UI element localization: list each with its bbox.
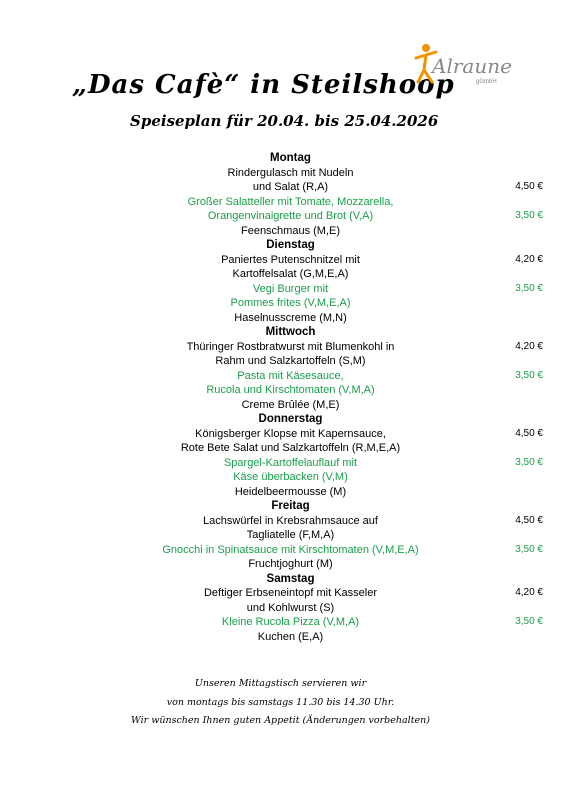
menu-item-line [0,630,561,645]
menu-line-text: Orangenvinaigrette und Brot (V,A) [207,210,374,222]
footer-line-2: von montags bis samstags 11.30 bis 14.30 Uhr. [166,697,395,708]
logo-subtext: gGmbH [476,79,497,85]
menu-price: 3,50 € [515,616,543,627]
menu-line-text: Freitag [271,500,310,512]
menu-item-line [0,441,561,456]
menu-line-text: Rucola und Kirschtomaten (V,M,A) [206,384,375,396]
menu-item-line [0,528,561,543]
menu-line-text: Feenschmaus (M,E) [240,224,341,237]
menu-item-line [0,354,561,369]
menu-line-text: Pommes frites (V,M,E,A) [230,297,351,309]
logo-wordmark: Alraune [432,54,512,78]
menu-day-heading [0,238,561,253]
menu-item-line [0,615,561,630]
menu-item-line [0,601,561,616]
menu-item-line [0,369,561,384]
menu-item-line [0,586,561,601]
menu-line-text: Kuchen (E,A) [257,630,324,643]
menu-item-line [0,180,561,195]
menu-line-text: und Salat (R,A) [252,181,329,193]
footer-line-3: Wir wünschen Ihnen guten Appetit (Änderungen vorbehalten) [131,715,430,726]
menu-price: 3,50 € [515,210,543,221]
menu-line-text: Gnocchi in Spinatsauce mit Kirschtomaten (V,M,E,A) [162,543,419,556]
menu-item-line [0,557,561,572]
menu-item-line [0,311,561,326]
menu-item-line [0,383,561,398]
menu-line-text: Mittwoch [265,326,316,338]
menu-item-line [0,267,561,282]
menu-day-heading [0,151,561,166]
menu-date-range: Speiseplan für 20.04. bis 25.04.2026 [130,112,439,130]
menu-item-line [0,470,561,485]
menu-price: 4,50 € [515,181,543,192]
menu-line-text: Spargel-Kartoffelauflauf mit [223,456,358,469]
menu-line-text: Vegi Burger mit [252,282,329,295]
menu-price: 4,50 € [515,427,543,439]
menu-line-text: Samstag [266,572,315,585]
menu-item-line [0,543,561,558]
menu-item-line [0,195,561,210]
menu-line-text: und Kohlwurst (S) [246,601,335,614]
menu-line-text: Heidelbeermousse (M) [234,485,347,498]
menu-item-line [0,340,561,355]
menu-line-text: Lachswürfel in Krebsrahmsauce auf [203,514,378,527]
menu-list [0,151,561,644]
menu-day-heading [0,412,561,427]
page-title: „Das Cafè“ in Steilshoop [72,70,455,100]
menu-item-line [0,253,561,268]
menu-price: 3,50 € [515,543,543,555]
menu-price: 4,20 € [515,587,543,598]
menu-line-text: Haselnusscreme (M,N) [234,311,347,324]
menu-price: 4,20 € [515,253,543,265]
menu-item-line [0,427,561,442]
menu-day-heading [0,499,561,514]
menu-line-text: Kartoffelsalat (G,M,E,A) [232,268,349,280]
menu-price: 3,50 € [515,282,543,294]
menu-line-text: Käse überbacken (V,M) [233,471,348,483]
menu-line-text: Thüringer Rostbratwurst mit Blumenkohl in [186,340,395,353]
menu-line-text: Rote Bete Salat und Salzkartoffeln (R,M,E,A) [180,442,401,454]
menu-line-text: Rindergulasch mit Nudeln [227,166,354,179]
menu-item-line [0,456,561,471]
menu-item-line [0,282,561,297]
menu-item-line [0,166,561,181]
menu-line-text: Tagliatelle (F,M,A) [246,529,335,541]
menu-item-line [0,296,561,311]
menu-line-text: Donnerstag [258,413,323,425]
menu-price: 3,50 € [515,369,543,381]
menu-line-text: Paniertes Putenschnitzel mit [221,253,360,266]
menu-line-text: Montag [270,152,311,164]
menu-line-text: Creme Brûlée (M,E) [241,398,340,411]
menu-line-text: Fruchtjoghurt (M) [248,558,333,570]
menu-item-line [0,485,561,500]
menu-line-text: Dienstag [266,239,315,251]
menu-line-text: Pasta mit Käsesauce, [237,369,344,382]
menu-line-text: Deftiger Erbseneintopf mit Kasseler [203,587,378,599]
menu-day-heading [0,572,561,587]
menu-day-heading [0,325,561,340]
menu-line-text: Königsberger Klopse mit Kapernsauce, [195,427,386,440]
menu-price: 4,20 € [515,340,543,352]
menu-price: 4,50 € [515,514,543,526]
menu-item-line [0,514,561,529]
menu-line-text: Großer Salatteller mit Tomate, Mozzarella, [187,195,394,208]
menu-line-text: Rahm und Salzkartoffeln (S,M) [215,355,366,367]
menu-item-line [0,209,561,224]
menu-item-line [0,398,561,413]
menu-price: 3,50 € [515,456,543,468]
menu-line-text: Kleine Rucola Pizza (V,M,A) [221,616,360,628]
footer-line-1: Unseren Mittagstisch servieren wir [194,678,367,689]
menu-item-line [0,224,561,239]
